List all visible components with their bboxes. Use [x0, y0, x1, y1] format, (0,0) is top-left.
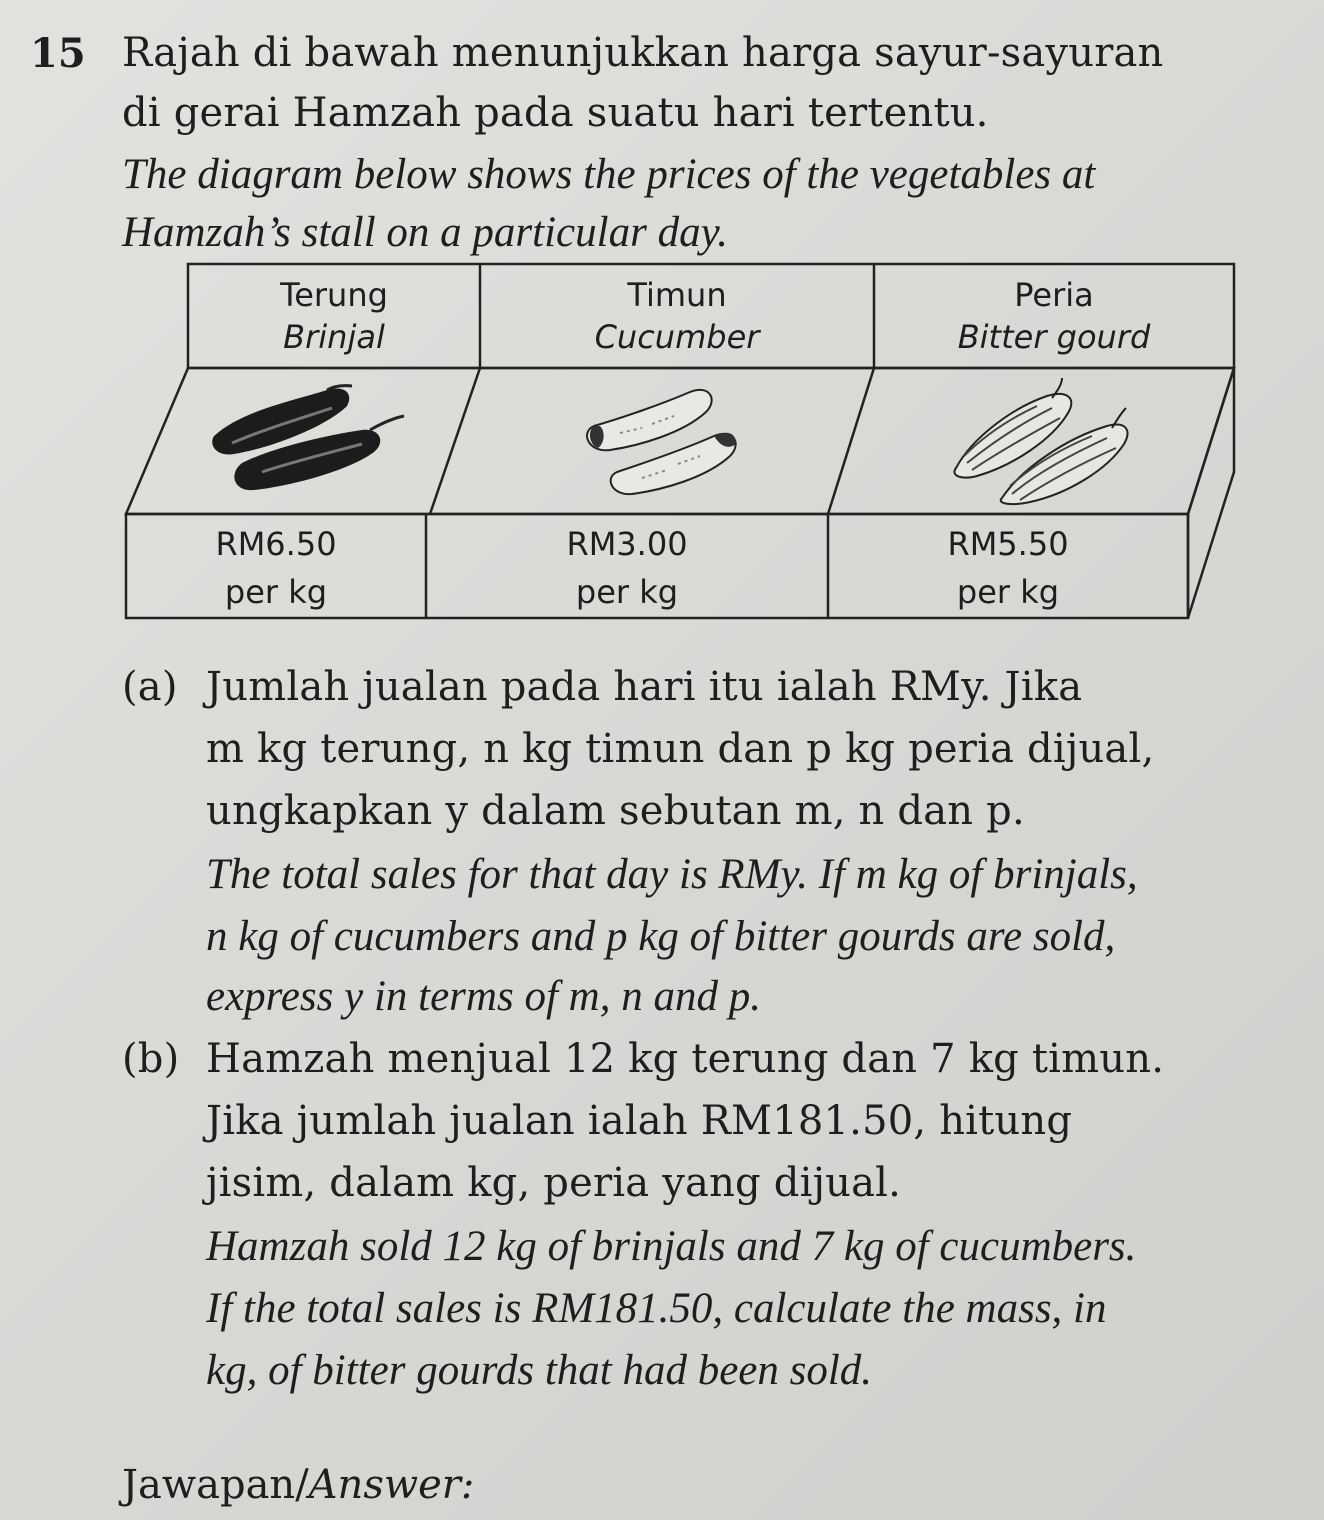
- header-bitter-gourd-english: Bitter gourd: [957, 318, 1151, 356]
- intro-english-line-2: Hamzah’s stall on a particular day.: [122, 209, 729, 256]
- part-b-malay-line-3: jisim, dalam kg, peria yang dijual.: [206, 1160, 902, 1206]
- header-cucumber-english: Cucumber: [594, 318, 760, 356]
- part-a-malay-line-1: Jumlah jualan pada hari itu ialah RMy. Jika: [206, 664, 1083, 710]
- price-brinjal: [126, 520, 426, 616]
- table-side: [1188, 368, 1234, 618]
- price-brinjal-unit: per kg: [224, 573, 328, 611]
- part-b-english-line-2: If the total sales is RM181.50, calculate the mass, in: [206, 1285, 1107, 1332]
- vegetable-stall-diagram: [122, 258, 1242, 630]
- part-b-malay-line-1: Hamzah menjual 12 kg terung dan 7 kg timun.: [206, 1036, 1165, 1082]
- table-top-divider-1: [430, 368, 480, 514]
- intro-english-line-1: The diagram below shows the prices of the vegetables at: [122, 151, 1096, 198]
- part-b-label: (b): [122, 1036, 180, 1082]
- price-bitter-gourd-value: RM5.50: [947, 525, 1069, 563]
- header-brinjal-english: Brinjal: [283, 318, 385, 356]
- price-cucumber: [426, 520, 828, 616]
- part-a-malay-line-2: m kg terung, n kg timun dan p kg peria dijual,: [206, 726, 1155, 772]
- answer-heading-malay: Jawapan: [122, 1462, 296, 1508]
- part-b-english-line-3: kg, of bitter gourds that had been sold.: [206, 1347, 873, 1394]
- header-brinjal: [188, 274, 480, 358]
- table-top-divider-2: [828, 368, 874, 514]
- price-bitter-gourd-unit: per kg: [956, 573, 1060, 611]
- bitter-gourd-icon: [954, 378, 1127, 504]
- answer-heading-english: Answer:: [308, 1462, 475, 1508]
- brinjal-icon: [212, 386, 404, 491]
- part-a-malay-line-3: ungkapkan y dalam sebutan m, n dan p.: [206, 788, 1025, 834]
- question-number: 15: [30, 30, 86, 77]
- header-brinjal-malay: Terung: [280, 276, 388, 314]
- intro-malay-line-1: Rajah di bawah menunjukkan harga sayur-sayuran: [122, 30, 1164, 76]
- part-a-label: (a): [122, 664, 178, 710]
- header-cucumber: [480, 274, 874, 358]
- header-bitter-gourd: [874, 274, 1234, 358]
- intro-malay-line-2: di gerai Hamzah pada suatu hari tertentu.: [122, 90, 989, 136]
- answer-heading: Jawapan/Answer:: [122, 1462, 475, 1508]
- header-cucumber-malay: Timun: [627, 276, 727, 314]
- part-a-english-line-3: express y in terms of m, n and p.: [206, 973, 761, 1020]
- price-bitter-gourd: [828, 520, 1188, 616]
- part-b-malay-line-2: Jika jumlah jualan ialah RM181.50, hitung: [206, 1098, 1073, 1144]
- price-cucumber-value: RM3.00: [566, 525, 688, 563]
- price-brinjal-value: RM6.50: [215, 525, 337, 563]
- price-cucumber-unit: per kg: [575, 573, 679, 611]
- part-b-english-line-1: Hamzah sold 12 kg of brinjals and 7 kg of cucumbers.: [206, 1223, 1137, 1270]
- part-a-english-line-1: The total sales for that day is RMy. If m kg of brinjals,: [206, 851, 1138, 898]
- header-bitter-gourd-malay: Peria: [1014, 276, 1094, 314]
- cucumber-icon: [587, 390, 736, 494]
- table-top: [126, 368, 1234, 514]
- part-a-english-line-2: n kg of cucumbers and p kg of bitter gourds are sold,: [206, 913, 1116, 960]
